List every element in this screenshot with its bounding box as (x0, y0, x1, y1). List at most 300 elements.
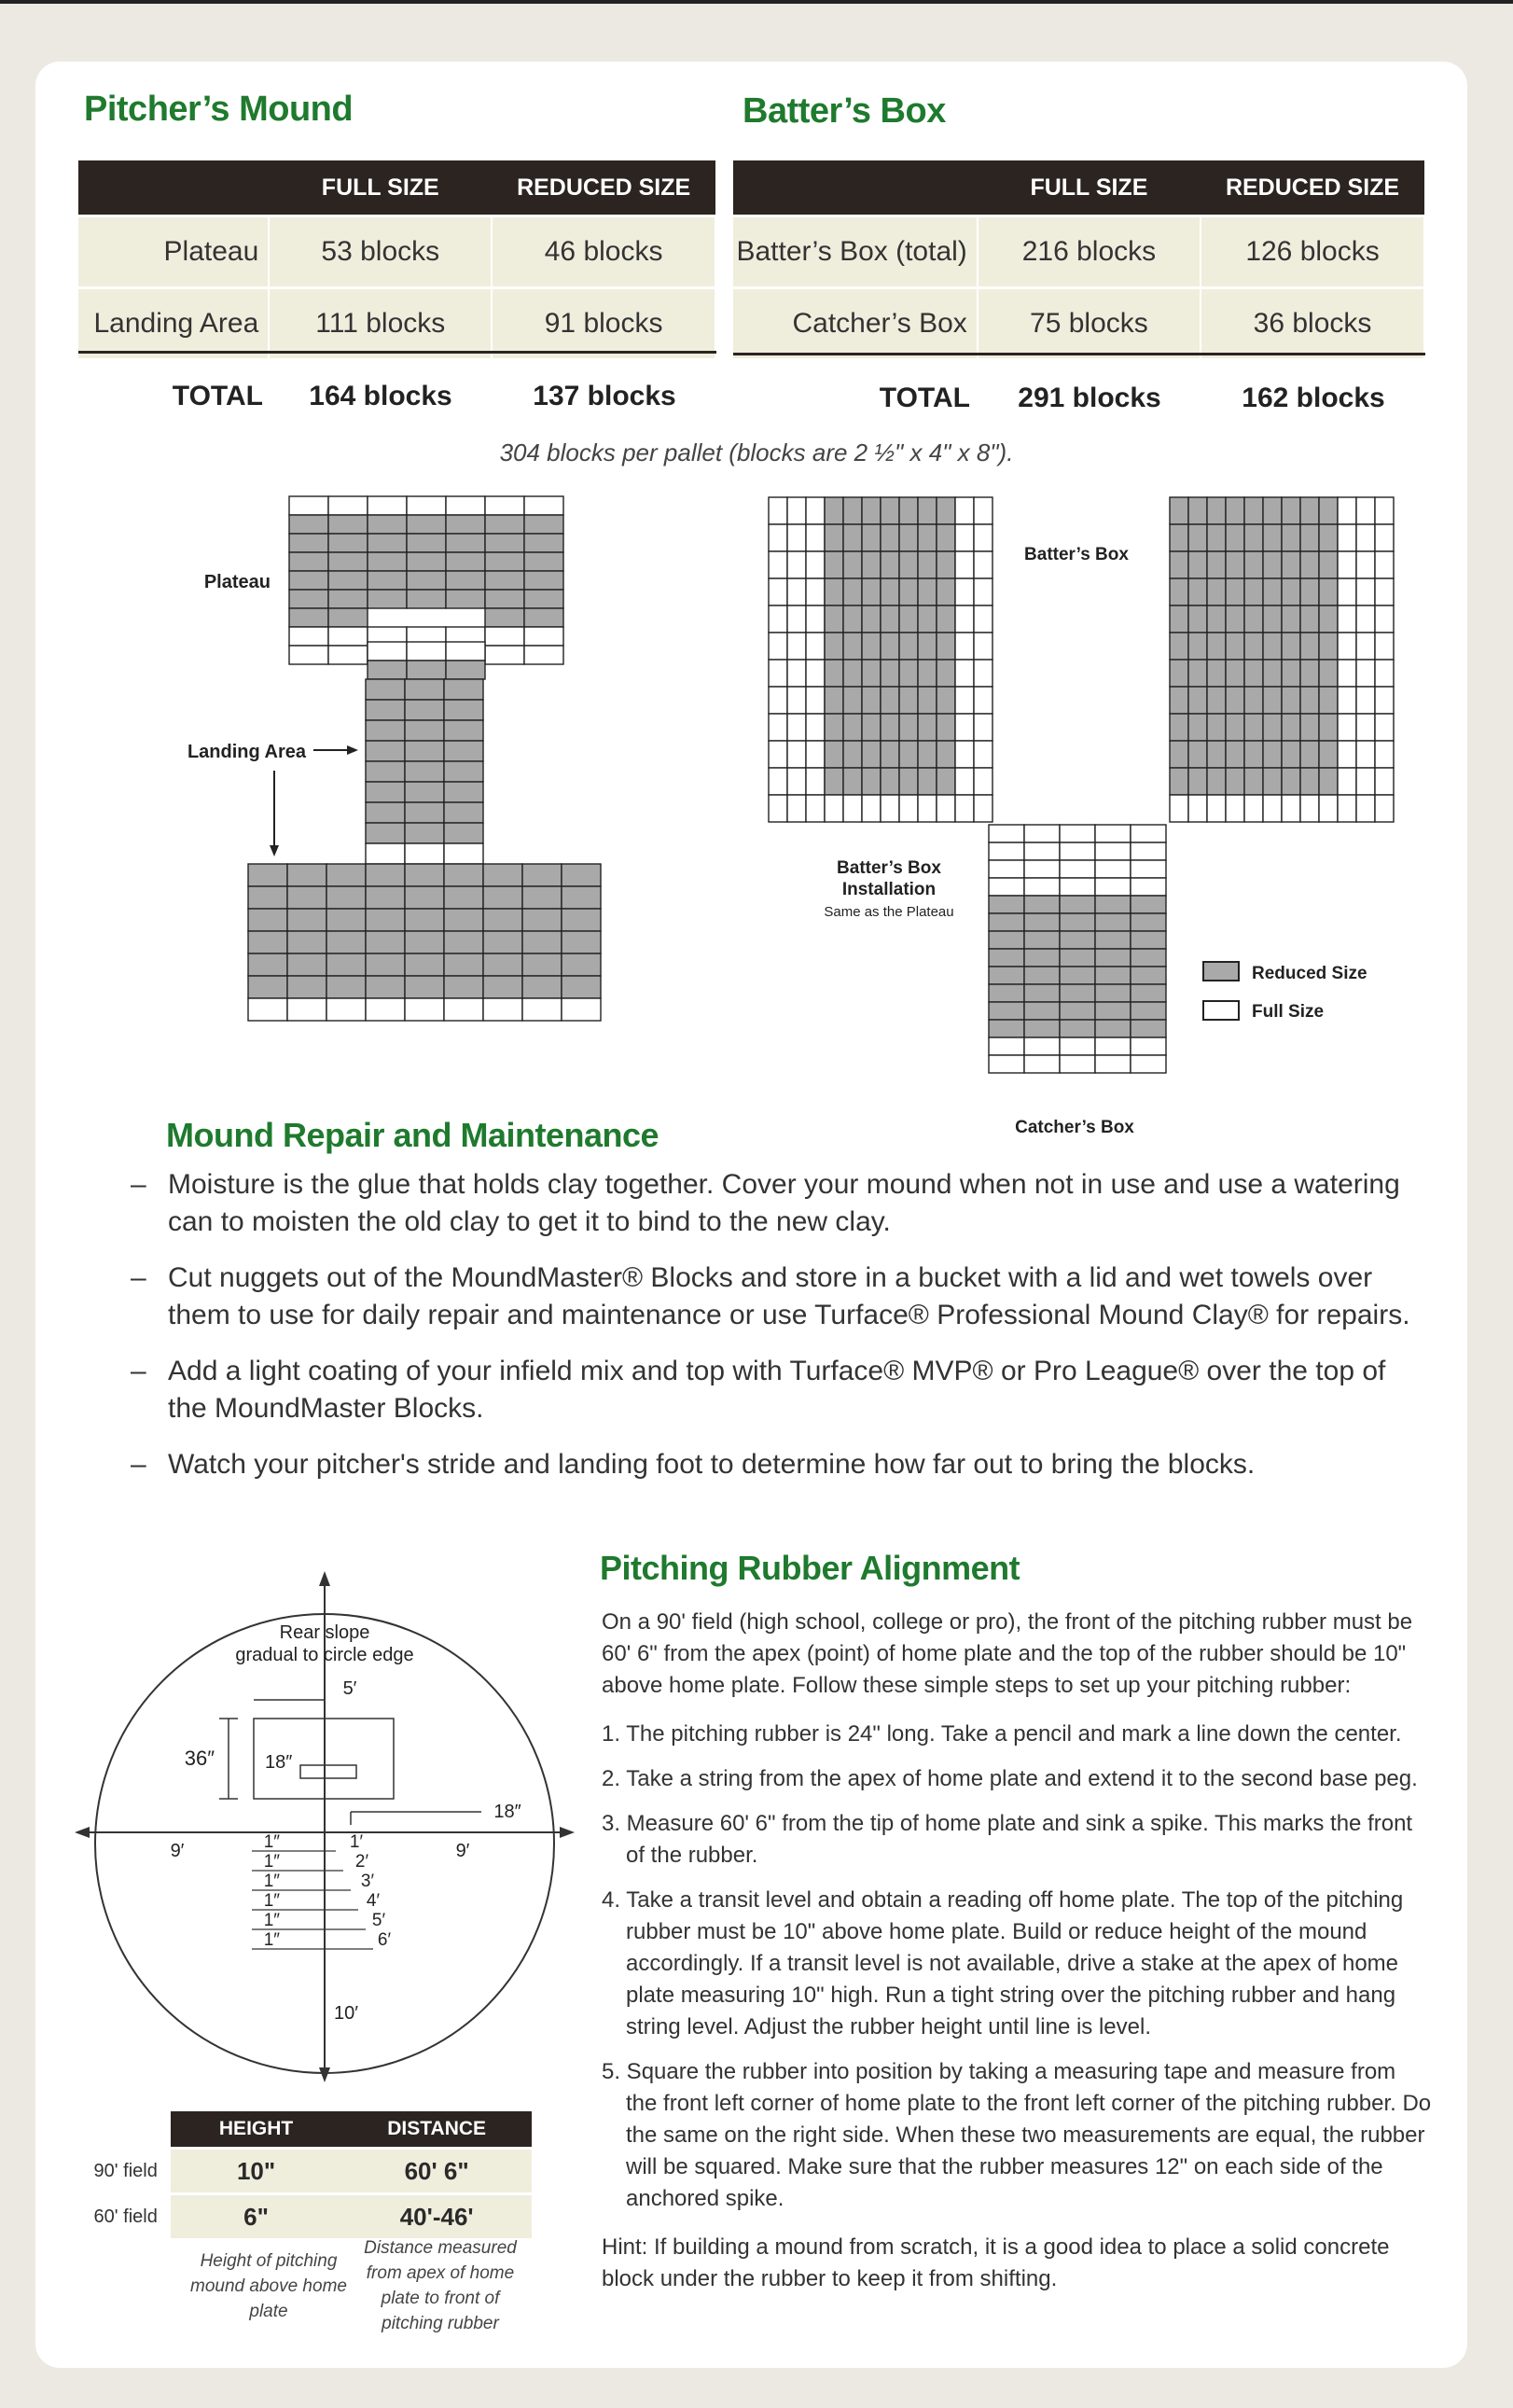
block (769, 768, 787, 795)
block (1131, 1002, 1166, 1020)
block (1024, 896, 1060, 913)
block (1319, 578, 1338, 605)
block (446, 496, 485, 515)
block (918, 768, 937, 795)
pallet-note: 304 blocks per pallet (blocks are 2 ½" x 4" x 8"). (499, 438, 1014, 466)
block (444, 823, 483, 843)
block (1170, 524, 1188, 551)
block (843, 741, 862, 768)
block (881, 551, 899, 578)
block (524, 552, 563, 571)
block (918, 660, 937, 687)
block (1060, 1020, 1095, 1037)
block (769, 687, 787, 714)
block (769, 660, 787, 687)
block (989, 1037, 1024, 1055)
block (843, 795, 862, 822)
block (881, 660, 899, 687)
block (407, 534, 446, 552)
block (1207, 551, 1226, 578)
table-row (75, 2149, 532, 2194)
block (1356, 660, 1375, 687)
block (405, 679, 444, 700)
block (862, 633, 881, 660)
legend-reduced-label: Reduced Size (1252, 964, 1367, 983)
block (825, 497, 843, 524)
block (366, 976, 405, 998)
block (1024, 913, 1060, 931)
block (1263, 633, 1282, 660)
block (862, 687, 881, 714)
block (328, 552, 368, 571)
block (444, 802, 483, 823)
block (1356, 714, 1375, 741)
block (444, 864, 483, 886)
block (366, 909, 405, 931)
block (483, 864, 522, 886)
cell-reduced: 36 blocks (1201, 288, 1424, 359)
block (1263, 687, 1282, 714)
block (1300, 768, 1319, 795)
block (843, 687, 862, 714)
block (937, 741, 955, 768)
block (974, 660, 992, 687)
block (1226, 551, 1244, 578)
alignment-title: Pitching Rubber Alignment (600, 1549, 1020, 1587)
block (326, 909, 366, 931)
block (1356, 578, 1375, 605)
block (1188, 768, 1207, 795)
block (843, 497, 862, 524)
block (937, 497, 955, 524)
block (444, 998, 483, 1021)
block (806, 497, 825, 524)
block (1131, 896, 1166, 913)
block (1170, 795, 1188, 822)
block (326, 931, 366, 953)
block (806, 687, 825, 714)
block (1188, 497, 1207, 524)
block (1131, 931, 1166, 949)
cell-distance: 60' 6" (341, 2149, 532, 2194)
block (248, 909, 287, 931)
step-inch-label: 1″ (263, 1852, 280, 1872)
block (1207, 578, 1226, 605)
block (974, 714, 992, 741)
block (524, 496, 563, 515)
dim-36in: 36″ (184, 1747, 215, 1770)
block (485, 496, 524, 515)
block (289, 627, 328, 646)
block (368, 661, 407, 679)
block (366, 802, 405, 823)
block (1095, 842, 1131, 860)
header-reduced-size: REDUCED SIZE (1201, 160, 1424, 216)
block (1170, 714, 1188, 741)
block (366, 886, 405, 909)
block (937, 687, 955, 714)
block (1188, 633, 1207, 660)
block (1244, 551, 1263, 578)
block (328, 515, 368, 534)
block-grids (248, 496, 1394, 1073)
block (1095, 949, 1131, 967)
block (405, 843, 444, 864)
block (989, 896, 1024, 913)
block (862, 795, 881, 822)
block (955, 768, 974, 795)
block (918, 497, 937, 524)
block (937, 605, 955, 633)
block (1300, 497, 1319, 524)
list-item-text: Moisture is the glue that holds clay together. Cover your mound when not in use and use a watering can to moisten the old clay to get it to bind to the new clay. (168, 1169, 1400, 1237)
block (806, 551, 825, 578)
block (1375, 687, 1394, 714)
block (446, 552, 485, 571)
block (1226, 524, 1244, 551)
block (446, 661, 485, 679)
block (918, 687, 937, 714)
block (787, 497, 806, 524)
block (248, 976, 287, 998)
block (444, 953, 483, 976)
block (326, 886, 366, 909)
block (1244, 768, 1263, 795)
block (1356, 741, 1375, 768)
block (1282, 605, 1300, 633)
block (825, 605, 843, 633)
block (1226, 578, 1244, 605)
block (366, 720, 405, 741)
block (1226, 714, 1244, 741)
block (483, 976, 522, 998)
step-inch-label: 1″ (263, 1832, 280, 1852)
block (955, 551, 974, 578)
block (248, 931, 287, 953)
installation-title-2: Installation (841, 880, 937, 899)
block (522, 998, 562, 1021)
pitching-rubber (300, 1765, 356, 1778)
list-item: – Add a light coating of your infield mix and top with Turface® MVP® or Pro League® over the top of the MoundMaster Blocks. (131, 1356, 1386, 1424)
block (405, 886, 444, 909)
row-label: 90' field (75, 2149, 171, 2194)
block (1095, 1055, 1131, 1073)
block (1263, 660, 1282, 687)
block (1024, 967, 1060, 984)
block-layout-diagram (0, 0, 1513, 1157)
batters-box-right-grid (1170, 497, 1394, 822)
block (787, 578, 806, 605)
block (1319, 524, 1338, 551)
block (955, 497, 974, 524)
block (1338, 524, 1356, 551)
block (843, 578, 862, 605)
row-label: Catcher’s Box (733, 288, 978, 359)
alignment-intro: On a 90' field (high school, college or pro), the front of the pitching rubber must be 60' 6" from the apex (point) of home plate and the top of the rubber should be 10" above home plate. Follow these simple steps to set up your pitching rubber: (602, 1609, 1413, 1698)
block (1226, 660, 1244, 687)
block (825, 795, 843, 822)
block (899, 714, 918, 741)
block (937, 633, 955, 660)
block (1188, 524, 1207, 551)
block (485, 515, 524, 534)
plateau-stem-grid (368, 642, 485, 679)
block (1207, 741, 1226, 768)
block (368, 571, 407, 590)
block (862, 524, 881, 551)
block (366, 782, 405, 802)
block (248, 953, 287, 976)
block (1024, 860, 1060, 878)
block (989, 860, 1024, 878)
block (1226, 795, 1244, 822)
block (1024, 842, 1060, 860)
block (899, 578, 918, 605)
block (989, 984, 1024, 1002)
block (1356, 768, 1375, 795)
block (1226, 687, 1244, 714)
block (955, 714, 974, 741)
step-inch-label: 1″ (263, 1911, 280, 1930)
block (974, 524, 992, 551)
block (1095, 931, 1131, 949)
block (1300, 605, 1319, 633)
block (1060, 878, 1095, 896)
rear-slope-label-1: Rear slope (279, 1622, 370, 1643)
block (955, 605, 974, 633)
block (1300, 714, 1319, 741)
block (562, 909, 601, 931)
block (1024, 1002, 1060, 1020)
block (1319, 768, 1338, 795)
cell-full: 53 blocks (269, 216, 492, 288)
block (787, 605, 806, 633)
block (524, 627, 563, 646)
block (806, 741, 825, 768)
block (918, 795, 937, 822)
dim-10ft: 10′ (334, 2003, 358, 2024)
list-item: – Cut nuggets out of the MoundMaster® Blocks and store in a bucket with a lid and wet towels over them to use for daily repair and maintenance or use Turface® Professional Mound Clay® for repairs. (131, 1262, 1410, 1330)
block (326, 976, 366, 998)
block (289, 534, 328, 552)
block (1188, 551, 1207, 578)
installation-title-1: Batter’s Box (837, 858, 941, 878)
block (1131, 1055, 1166, 1073)
block (522, 953, 562, 976)
block (1282, 551, 1300, 578)
block (1375, 605, 1394, 633)
block (1282, 741, 1300, 768)
block (1263, 578, 1282, 605)
block (787, 660, 806, 687)
block (1060, 984, 1095, 1002)
block (769, 605, 787, 633)
block (937, 768, 955, 795)
block (524, 515, 563, 534)
block (1244, 524, 1263, 551)
legend-reduced-swatch (1203, 962, 1239, 981)
block (1095, 967, 1131, 984)
block (843, 714, 862, 741)
block (806, 660, 825, 687)
block (1095, 1002, 1131, 1020)
block (483, 953, 522, 976)
catchers-box-label: Catcher’s Box (1015, 1118, 1134, 1137)
block (787, 551, 806, 578)
block (1207, 497, 1226, 524)
step-foot-label: 6′ (377, 1930, 392, 1950)
block (444, 720, 483, 741)
block (843, 605, 862, 633)
block (1060, 1037, 1095, 1055)
block (522, 976, 562, 998)
block (1207, 633, 1226, 660)
block (862, 714, 881, 741)
block (368, 534, 407, 552)
block (1319, 633, 1338, 660)
block (405, 909, 444, 931)
block (881, 795, 899, 822)
block (769, 714, 787, 741)
block (1024, 931, 1060, 949)
block (1338, 605, 1356, 633)
block (405, 782, 444, 802)
alignment-text (602, 1607, 1432, 2308)
block (825, 660, 843, 687)
block (407, 642, 446, 661)
block (328, 590, 368, 608)
block (899, 795, 918, 822)
block (1282, 714, 1300, 741)
block (1263, 524, 1282, 551)
block (522, 931, 562, 953)
block (405, 953, 444, 976)
block (366, 741, 405, 761)
row-label: 60' field (75, 2194, 171, 2239)
block (843, 660, 862, 687)
dim-9ft-left: 9′ (170, 1841, 185, 1861)
block (1282, 578, 1300, 605)
block (522, 886, 562, 909)
block (1170, 660, 1188, 687)
block (1338, 714, 1356, 741)
block (1263, 768, 1282, 795)
block (1060, 842, 1095, 860)
block (485, 627, 524, 646)
block (1170, 605, 1188, 633)
total-label: TOTAL (172, 381, 263, 411)
block (289, 515, 328, 534)
block (1170, 687, 1188, 714)
block (881, 687, 899, 714)
block (287, 931, 326, 953)
block (1170, 551, 1188, 578)
block (289, 590, 328, 608)
block (446, 515, 485, 534)
header-distance: DISTANCE (341, 2111, 532, 2149)
block (405, 823, 444, 843)
block (1319, 795, 1338, 822)
block (1207, 687, 1226, 714)
block (1300, 524, 1319, 551)
block (1356, 633, 1375, 660)
block (1226, 633, 1244, 660)
row-label: Batter’s Box (total) (733, 216, 978, 288)
block (326, 953, 366, 976)
block (446, 642, 485, 661)
block (366, 864, 405, 886)
block (1338, 578, 1356, 605)
block (1095, 878, 1131, 896)
block (444, 700, 483, 720)
block (407, 661, 446, 679)
block (562, 886, 601, 909)
cell-full: 216 blocks (978, 216, 1201, 288)
pitchers-mound-title: Pitcher’s Mound (84, 90, 354, 129)
block (368, 496, 407, 515)
block (881, 741, 899, 768)
block (444, 761, 483, 782)
block (989, 1002, 1024, 1020)
block (1131, 878, 1166, 896)
block (1300, 795, 1319, 822)
step-foot-label: 3′ (360, 1872, 375, 1891)
block (1282, 768, 1300, 795)
block (974, 768, 992, 795)
block (1282, 660, 1300, 687)
block (974, 551, 992, 578)
block (918, 578, 937, 605)
catchers-box-grid (989, 825, 1166, 1073)
block (1338, 551, 1356, 578)
block (1188, 795, 1207, 822)
block (366, 761, 405, 782)
block (1060, 825, 1095, 842)
slope-steps-right (325, 1832, 391, 1950)
block (1244, 795, 1263, 822)
block (1338, 633, 1356, 660)
caption-height: Height of pitching mound above home plate (190, 2251, 347, 2321)
block (1356, 605, 1375, 633)
row-label: Plateau (78, 216, 269, 288)
block (1060, 860, 1095, 878)
block (806, 605, 825, 633)
block (1226, 768, 1244, 795)
block (1375, 768, 1394, 795)
block (825, 714, 843, 741)
block (825, 551, 843, 578)
block (825, 741, 843, 768)
block (989, 842, 1024, 860)
block (326, 998, 366, 1021)
block (1207, 714, 1226, 741)
block (485, 608, 524, 627)
list-item: 4. Take a transit level and obtain a reading off home plate. The top of the pitching rubber must be 10" above home plate. Build or reduce height of the mound accordingly. If a transit level is not available, drive a stake at the apex of home plate measuring 10" high. Run a tight string over the pitching rubber and hang string level. Adjust the rubber height until line is level. (602, 1887, 1404, 2039)
block (524, 571, 563, 590)
block (1170, 578, 1188, 605)
block (562, 931, 601, 953)
block (1319, 741, 1338, 768)
repair-title: Mound Repair and Maintenance (166, 1116, 659, 1154)
block (1244, 714, 1263, 741)
block (899, 768, 918, 795)
rear-slope-label-2: gradual to circle edge (235, 1645, 414, 1665)
block (1244, 660, 1263, 687)
block (1375, 714, 1394, 741)
block (974, 795, 992, 822)
block (881, 578, 899, 605)
block (806, 633, 825, 660)
